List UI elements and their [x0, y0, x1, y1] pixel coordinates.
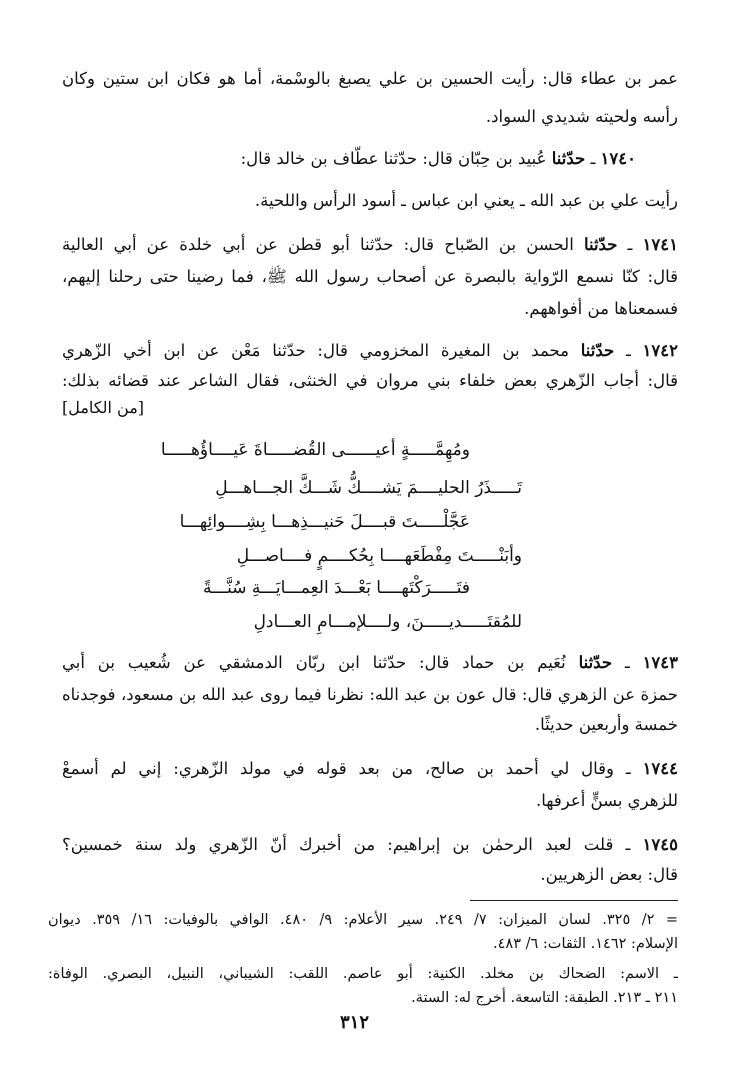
intro-line-1: عمر بن عطاء قال: رأيت الحسين بن علي يصبغ بالوسْمة، أما هو فكان ابن ستين وكان — [62, 69, 678, 88]
hadith-1744-line-2: للزهري بسنٍّ أعرفها. — [536, 791, 678, 810]
footnote-2-line-1: ـ الاسم: الضحاك بن مخلد. الكنية: أبو عاصم. اللقب: الشيباني، النبيل، البصري. الوفاة: — [48, 966, 678, 982]
hadith-1745-line-1: ١٧٤٥ ـ قلت لعبد الرحمٰن بن إبراهيم: من أخبرك أنّ الزّهري ولد سنة خمسين؟ — [62, 835, 678, 854]
poetic-meter-label: [من الكامل] — [62, 398, 145, 417]
hadith-number: ١٧٤٢ — [642, 341, 678, 360]
hadith-1742-line-2: قال: أجاب الزّهري بعض خلفاء بني مروان في الخنثى، فقال الشاعر عند قضائه بذلك: — [62, 371, 678, 390]
hadith-1745-line-2: قال: بعض الزهريين. — [540, 865, 678, 884]
haddathana-keyword: حدّثنا — [578, 653, 613, 672]
hadith-number: ١٧٤٤ — [642, 759, 678, 778]
hadith-text: وقال لي أحمد بن صالح، من بعد قوله في مولد الزّهري: إني لم أسمعْ — [62, 759, 615, 778]
hadith-1740-line-1: ١٧٤٠ ـ حدّثنا عُبيد بن حِبّان قال: حدّثنا عطّاف بن خالد قال: — [240, 149, 636, 168]
haddathana-keyword: حدّثنا — [580, 341, 615, 360]
footnote-divider — [470, 900, 678, 901]
hadith-text: قلت لعبد الرحمٰن بن إبراهيم: من أخبرك أنّ الزّهري ولد سنة خمسين؟ — [62, 835, 614, 854]
hadith-1741-line-2: قال: كنّا نسمع الرّواية بالبصرة عن أصحاب رسول الله ﷺ، فما رضينا حتى رحلنا إليهم، — [62, 267, 678, 286]
hadith-1742-line-1: ١٧٤٢ ـ حدّثنا محمد بن المغيرة المخزومي قال: حدّثنا مَعْن عن ابن أخي الزّهري — [62, 341, 678, 360]
hadith-1743-line-2: حمزة عن الزهري قال: قال عون بن عبد الله: نظرنا فيما روى عبد الله بن مسعود، فوجدناه — [62, 685, 678, 704]
hadith-number: ١٧٤١ — [642, 235, 678, 254]
hadith-1743-line-1: ١٧٤٣ ـ حدّثنا نُعَيم بن حماد قال: حدّثنا ابن ربّان الدمشقي عن شُعيب بن أبي — [62, 653, 678, 672]
hadith-text: محمد بن المغيرة المخزومي قال: حدّثنا مَعْن عن ابن أخي الزّهري — [62, 341, 569, 360]
verse-line-3: عَجَّلْـــــتَ قبــــلَ حَنيـــذِهـــا بِشِــــوائِهـــا — [179, 512, 470, 532]
verse-line-4: وأبَنْـــــتَ مِفْطَعَهــــا بِحُكــــمٍ فــــاصـــلِ — [236, 546, 522, 566]
hadith-number: ١٧٤٥ — [642, 835, 678, 854]
footnote-2-line-2: ٢١١ ـ ٢١٣. الطبقة: التاسعة. أخرج له: الستة. — [411, 990, 678, 1006]
verse-line-5: فتَـــــرَكْتَهــــا بَعْـــدَ العِمـــايَـــةِ سُنَّـــةً — [203, 578, 470, 598]
haddathana-keyword: حدّثنا — [551, 149, 586, 168]
verse-line-2: تَـــــذَرُ الحليــــمَ يَشــــكُّ شَـــكَّ الجـــاهـــلِ — [215, 478, 522, 498]
footnote-1-line-2: الإسلام: ١٤٦٢. الثقات: ٦/ ٤٨٣. — [493, 936, 678, 952]
hadith-text: الحسن بن الصّباح قال: حدّثنا أبو قطن عن أبي خلدة عن أبي العالية — [62, 235, 574, 254]
hadith-1741-line-3: فسمعناها من أفواههم. — [524, 299, 678, 318]
verse-line-6: للمُقتَـــــديـــــنَ، ولــــلإمـــامِ العـــادلِ — [253, 612, 522, 632]
hadith-1740-line-2: رأيت علي بن عبد الله ـ يعني ابن عباس ـ أسود الرأس واللحية. — [254, 191, 678, 210]
hadith-number: ١٧٤٠ — [600, 149, 636, 168]
hadith-1741-line-1: ١٧٤١ ـ حدّثنا الحسن بن الصّباح قال: حدّثنا أبو قطن عن أبي خلدة عن أبي العالية — [62, 235, 678, 254]
haddathana-keyword: حدّثنا — [583, 235, 618, 254]
hadith-1744-line-1: ١٧٤٤ ـ وقال لي أحمد بن صالح، من بعد قوله في مولد الزّهري: إني لم أسمعْ — [62, 759, 678, 778]
page-number: ٣١٢ — [340, 1012, 370, 1033]
footnote-1-line-1: = ٢/ ٣٢٥. لسان الميزان: ٧/ ٢٤٩. سير الأعلام: ٩/ ٤٨٠. الوافي بالوفيات: ١٦/ ٣٥٩. ديوان — [48, 912, 678, 928]
hadith-text: عُبيد بن حِبّان قال: حدّثنا عطّاف بن خالد قال: — [240, 149, 547, 168]
hadith-1743-line-3: خمسة وأربعين حديثًا. — [534, 715, 678, 734]
hadith-text: نُعَيم بن حماد قال: حدّثنا ابن ربّان الدمشقي عن شُعيب بن أبي — [62, 653, 566, 672]
verse-line-1: ومُهِمَّـــــةٍ أعيــــــى القُضـــــاةَ عَيــــاؤُهـــــا — [160, 440, 470, 460]
hadith-number: ١٧٤٣ — [642, 653, 678, 672]
intro-line-2: رأسه ولحيته شديدي السواد. — [485, 107, 678, 126]
